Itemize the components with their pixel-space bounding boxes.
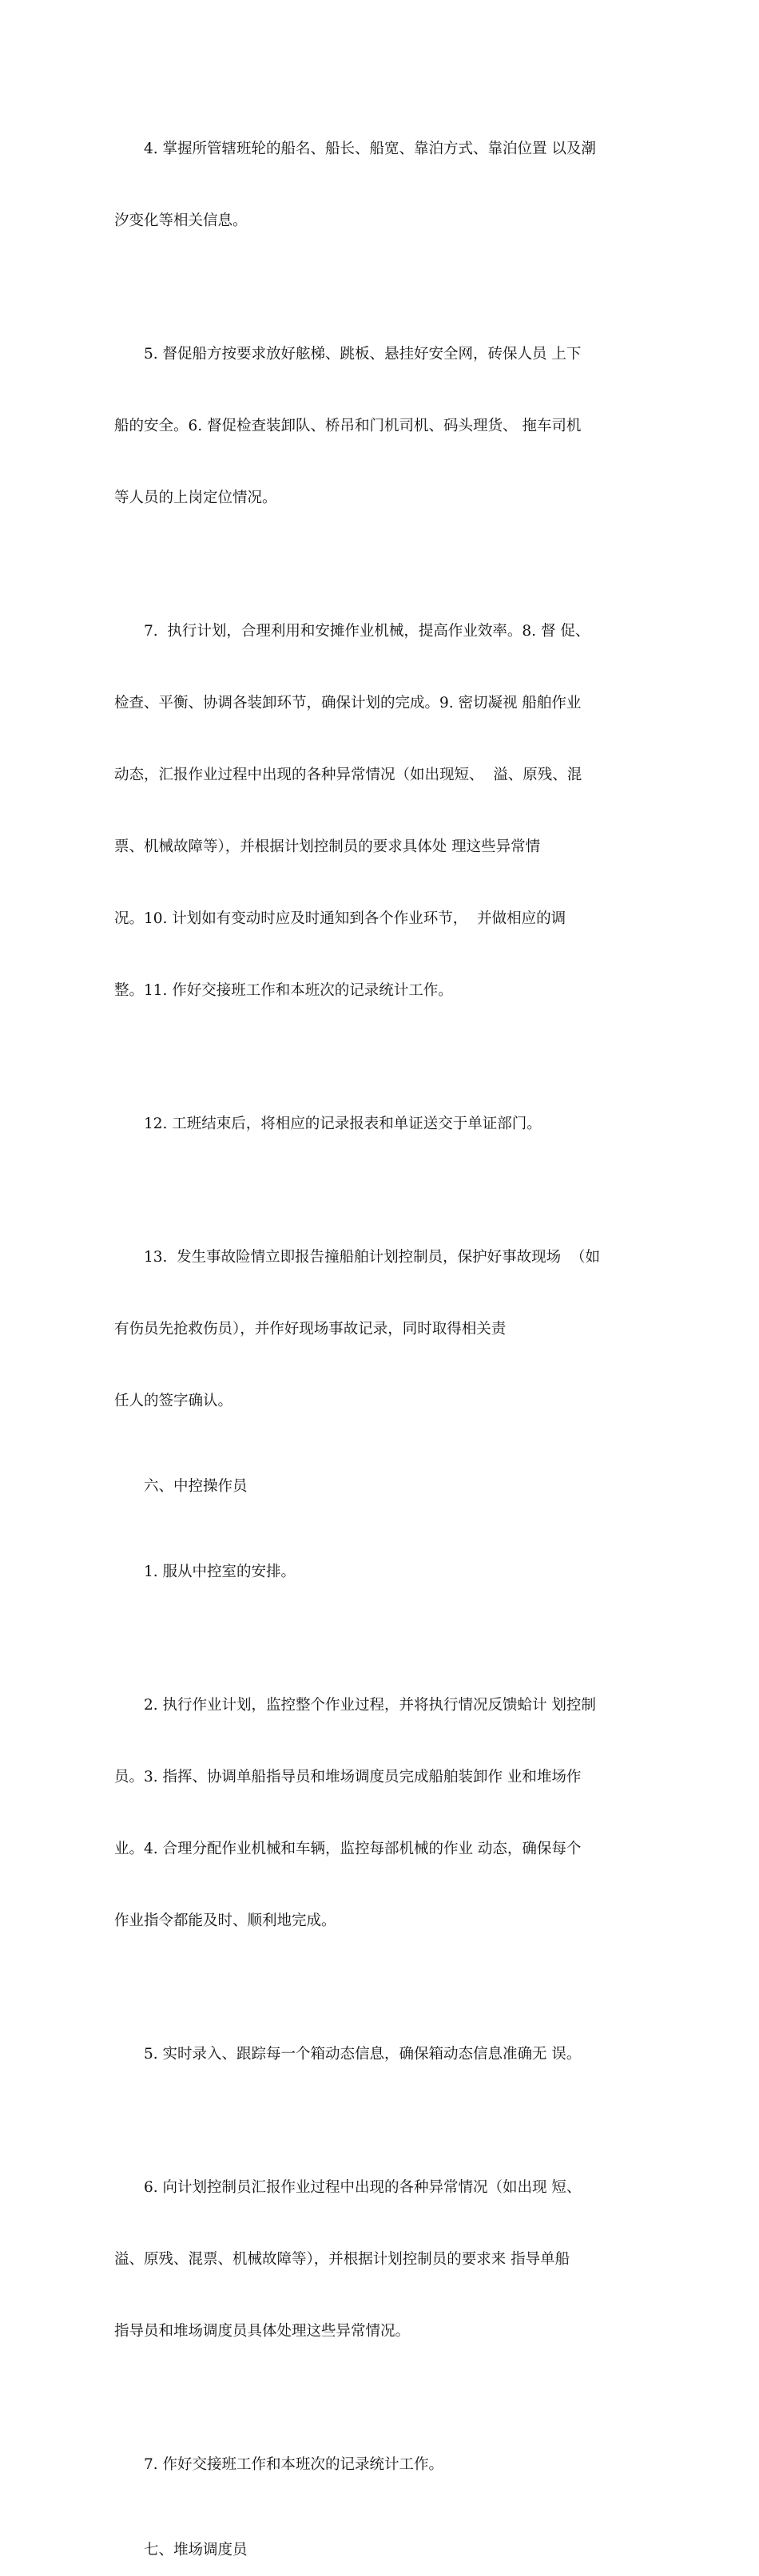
paragraph-cc-5 (114, 1995, 666, 2114)
paragraph-line: 检查、平衡、协调各装卸环节，确保计划的完成。9. 密切凝视 船舶作业 (114, 695, 582, 711)
paragraph-line: 业。4. 合理分配作业机械和车辆，监控每部机械的作业 动态，确保每个 (114, 1841, 582, 1857)
paragraph-cc-7 (114, 2405, 666, 2525)
paragraph-line: 汐变化等相关信息。 (114, 212, 248, 229)
paragraph-line: 6. 向计划控制员汇报作业过程中出现的各种异常情况（如出现 短、 (144, 2179, 582, 2196)
paragraph-line: 况。10. 计划如有变动时应及时通知到各个作业环节， 并做相应的调 (114, 910, 566, 927)
paragraph-line: 13. 发生事故险情立即报告撞船舶计划控制员，保护好事故现场 （如 (144, 1249, 600, 1266)
paragraph-cc-2 (114, 1646, 666, 1981)
paragraph-line: 指导员和堆场调度员具体处理这些异常情况。 (114, 2323, 411, 2340)
paragraph-5 (114, 295, 666, 558)
paragraph-line: 整。11. 作好交接班工作和本班次的记录统计工作。 (114, 982, 453, 999)
paragraph-13 (114, 1198, 666, 1461)
paragraph-line: 有伤员先抢救伤员），并作好现场事故记录，同时取得相关责 (114, 1321, 507, 1338)
section-heading-yard-dispatcher: 七、堆场调度员 (144, 2542, 248, 2558)
paragraph-4 (114, 89, 666, 281)
section-heading-central-control-operator: 六、中控操作员 (144, 1478, 248, 1495)
paragraph-line: 等人员的上岗定位情况。 (114, 489, 277, 506)
paragraph-line: 5. 督促船方按要求放好舷梯、跳板、悬挂好安全网，砖保人员 上下 (144, 346, 582, 363)
paragraph-line: 4. 掌握所管辖班轮的船名、船长、船宽、靠泊方式、靠泊位置 以及潮 (144, 141, 596, 157)
paragraph-cc-1 (114, 1512, 666, 1632)
paragraph-line: 7. 作好交接班工作和本班次的记录统计工作。 (144, 2456, 444, 2473)
paragraph-line: 7. 执行计划，合理利用和安摊作业机械，提高作业效率。8. 督 促、 (144, 623, 590, 640)
paragraph-line: 2. 执行作业计划，监控整个作业过程，并将执行情况反馈蛤计 划控制 (144, 1697, 596, 1714)
document-body (114, 89, 666, 2576)
paragraph-12 (114, 1064, 666, 1184)
paragraph-line: 动态，汇报作业过程中出现的各种异常情况（如出现短、 溢、原残、混 (114, 767, 582, 783)
paragraph-7 (114, 572, 666, 1051)
paragraph-line: 票、机械故障等），并根据计划控制员的要求具体处 理这些异常情 (114, 838, 541, 855)
paragraph-line: 船的安全。6. 督促检查装卸队、桥吊和门机司机、码头理货、 拖车司机 (114, 418, 582, 434)
paragraph-cc-6 (114, 2128, 666, 2392)
paragraph-line: 12. 工班结束后，将相应的记录报表和单证送交于单证部门。 (144, 1116, 542, 1132)
paragraph-line: 溢、原残、混票、机械故障等），并根据计划控制员的要求来 指导单船 (114, 2251, 570, 2268)
paragraph-line: 作业指令都能及时、顺利地完成。 (114, 1912, 336, 1929)
paragraph-line: 员。3. 指挥、协调单船指导员和堆场调度员完成船舶装卸作 业和堆场作 (114, 1769, 582, 1785)
paragraph-line: 任人的签字确认。 (114, 1393, 233, 1409)
paragraph-line: 5. 实时录入、跟踪每一个箱动态信息，确保箱动态信息准确无 误。 (144, 2046, 582, 2063)
paragraph-line: 1. 服从中控室的安排。 (144, 1563, 296, 1580)
